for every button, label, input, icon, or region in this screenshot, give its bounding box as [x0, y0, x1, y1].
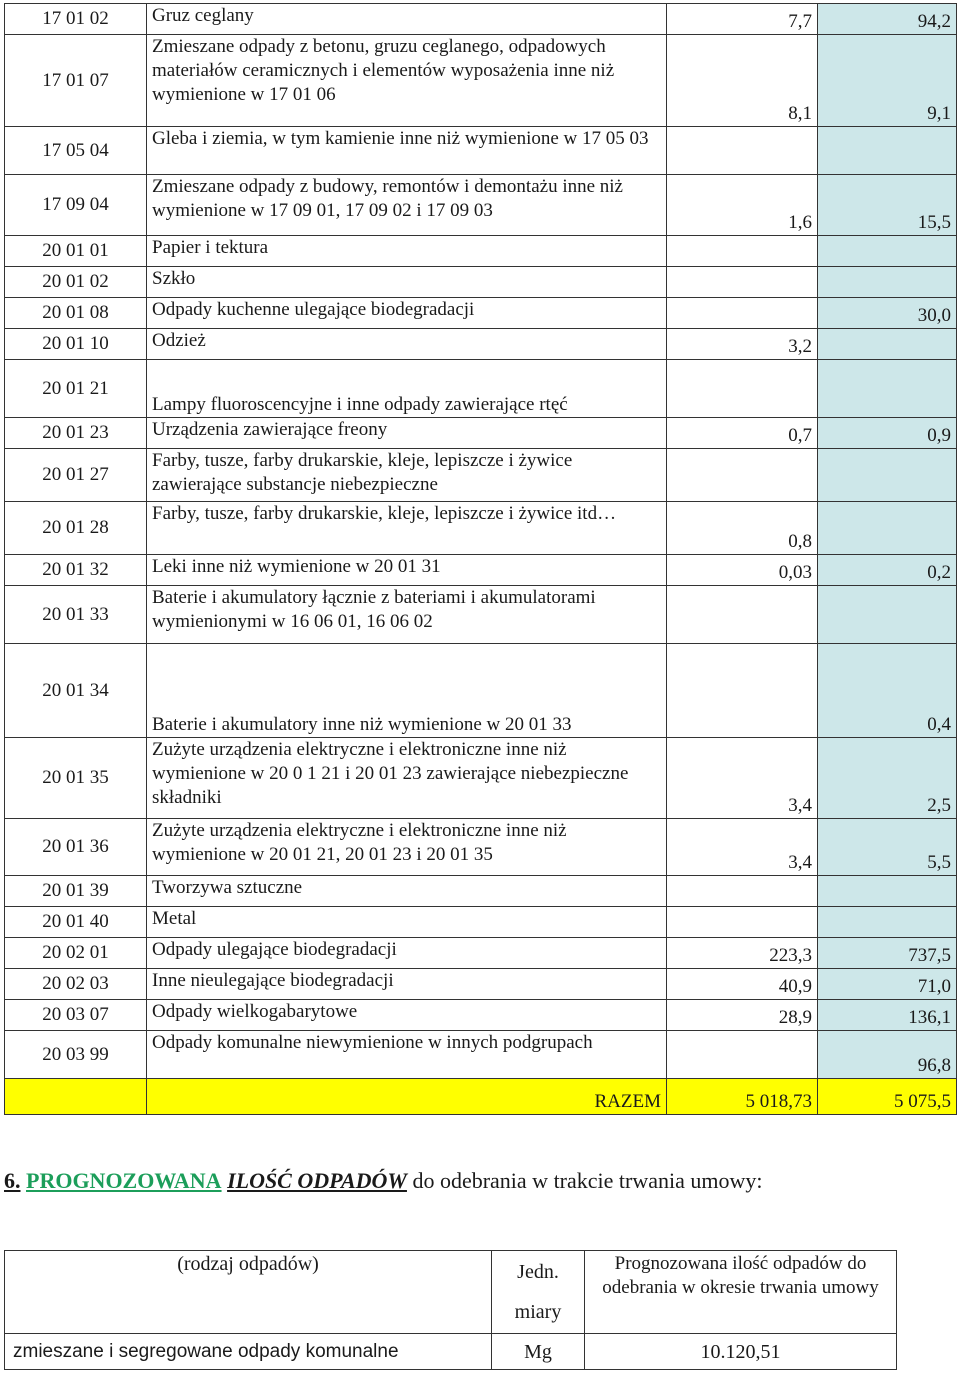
table-row	[5, 449, 957, 502]
waste-code: 20 01 23	[5, 418, 147, 449]
waste-description: Odpady komunalne niewymienione w innych podgrupach	[147, 1031, 667, 1079]
waste-code: 17 01 07	[5, 35, 147, 127]
waste-value-1: 3,4	[667, 819, 818, 876]
waste-value-2	[818, 907, 957, 938]
section-number: 6.	[4, 1168, 21, 1193]
waste-table	[4, 3, 957, 1115]
waste-value-1: 3,4	[667, 738, 818, 819]
forecast-table	[4, 1250, 897, 1370]
waste-code: 20 02 03	[5, 969, 147, 1000]
table-row	[5, 236, 957, 267]
waste-description: Odzież	[147, 329, 667, 360]
waste-value-1: 8,1	[667, 35, 818, 127]
waste-description: Zużyte urządzenia elektryczne i elektroniczne inne niż wymienione w 20 01 21, 20 01 23 i 20 01 35	[147, 819, 667, 876]
forecast-row	[5, 1334, 897, 1370]
waste-value-2	[818, 876, 957, 907]
waste-value-2: 5,5	[818, 819, 957, 876]
waste-code: 17 05 04	[5, 127, 147, 175]
waste-value-2	[818, 360, 957, 418]
section-title-italic: ILOŚĆ ODPADÓW	[227, 1168, 407, 1193]
table-row	[5, 502, 957, 555]
total-value-2: 5 075,5	[818, 1079, 957, 1115]
waste-value-1	[667, 644, 818, 738]
table-row	[5, 555, 957, 586]
waste-description: Zmieszane odpady z budowy, remontów i demontażu inne niż wymienione w 17 09 01, 17 09 02 i 17 09 03	[147, 175, 667, 236]
waste-description: Urządzenia zawierające freony	[147, 418, 667, 449]
waste-code: 17 09 04	[5, 175, 147, 236]
waste-value-2	[818, 586, 957, 644]
waste-value-2: 71,0	[818, 969, 957, 1000]
table-row	[5, 4, 957, 35]
waste-code: 20 01 10	[5, 329, 147, 360]
waste-description: Odpady wielkogabarytowe	[147, 1000, 667, 1031]
section-title-rest: do odebrania w trakcie trwania umowy:	[412, 1168, 763, 1193]
waste-description: Inne nieulegające biodegradacji	[147, 969, 667, 1000]
forecast-unit: Mg	[492, 1334, 585, 1370]
waste-code: 20 01 39	[5, 876, 147, 907]
waste-value-2	[818, 329, 957, 360]
table-row	[5, 1000, 957, 1031]
table-row	[5, 267, 957, 298]
table-row	[5, 418, 957, 449]
waste-description: Metal	[147, 907, 667, 938]
table-row	[5, 969, 957, 1000]
waste-value-1	[667, 267, 818, 298]
waste-description: Odpady ulegające biodegradacji	[147, 938, 667, 969]
waste-value-1	[667, 236, 818, 267]
waste-value-1: 0,7	[667, 418, 818, 449]
waste-code: 20 03 99	[5, 1031, 147, 1079]
waste-value-1	[667, 876, 818, 907]
table-row	[5, 586, 957, 644]
waste-value-2: 136,1	[818, 1000, 957, 1031]
forecast-type: zmieszane i segregowane odpady komunalne	[5, 1334, 492, 1370]
table-row	[5, 819, 957, 876]
waste-code: 20 01 02	[5, 267, 147, 298]
waste-value-2: 2,5	[818, 738, 957, 819]
section-title	[4, 1168, 763, 1194]
waste-description: Odpady kuchenne ulegające biodegradacji	[147, 298, 667, 329]
waste-description: Leki inne niż wymienione w 20 01 31	[147, 555, 667, 586]
waste-value-2: 0,2	[818, 555, 957, 586]
waste-value-1	[667, 298, 818, 329]
waste-value-2	[818, 236, 957, 267]
waste-value-2: 30,0	[818, 298, 957, 329]
waste-value-1: 28,9	[667, 1000, 818, 1031]
waste-value-1	[667, 127, 818, 175]
table-row	[5, 298, 957, 329]
forecast-header-type: (rodzaj odpadów)	[5, 1251, 492, 1334]
total-empty-cell	[5, 1079, 147, 1115]
table-row	[5, 360, 957, 418]
waste-value-1: 40,9	[667, 969, 818, 1000]
waste-value-2: 9,1	[818, 35, 957, 127]
waste-code: 20 03 07	[5, 1000, 147, 1031]
waste-description: Baterie i akumulatory inne niż wymienione w 20 01 33	[147, 644, 667, 738]
section-title-green: PROGNOZOWANA	[26, 1168, 222, 1193]
waste-value-1	[667, 586, 818, 644]
waste-value-1: 7,7	[667, 4, 818, 35]
waste-value-2: 0,4	[818, 644, 957, 738]
waste-description: Gleba i ziemia, w tym kamienie inne niż wymienione w 17 05 03	[147, 127, 667, 175]
forecast-header-amount: Prognozowana ilość odpadów do odebrania w okresie trwania umowy	[585, 1251, 897, 1334]
forecast-header-unit: Jedn. miary	[492, 1251, 585, 1334]
table-row	[5, 127, 957, 175]
waste-value-2	[818, 502, 957, 555]
waste-value-2: 737,5	[818, 938, 957, 969]
waste-description: Gruz ceglany	[147, 4, 667, 35]
waste-code: 20 01 21	[5, 360, 147, 418]
waste-description: Papier i tektura	[147, 236, 667, 267]
total-row	[5, 1079, 957, 1115]
waste-value-2: 96,8	[818, 1031, 957, 1079]
waste-value-1	[667, 360, 818, 418]
waste-description: Zmieszane odpady z betonu, gruzu ceglanego, odpadowych materiałów ceramicznych i elementów wyposażenia inne niż wymienione w 17 01 06	[147, 35, 667, 127]
waste-description: Baterie i akumulatory łącznie z bateriami i akumulatorami wymienionymi w 16 06 01, 16 06 02	[147, 586, 667, 644]
waste-value-1: 0,8	[667, 502, 818, 555]
waste-description: Szkło	[147, 267, 667, 298]
waste-description: Farby, tusze, farby drukarskie, kleje, lepiszcze i żywice itd…	[147, 502, 667, 555]
waste-description: Zużyte urządzenia elektryczne i elektroniczne inne niż wymienione w 20 0 1 21 i 20 01 23 zawierające niebezpieczne składniki	[147, 738, 667, 819]
waste-value-1: 223,3	[667, 938, 818, 969]
waste-value-1	[667, 449, 818, 502]
table-row	[5, 876, 957, 907]
waste-code: 20 01 28	[5, 502, 147, 555]
waste-code: 20 01 33	[5, 586, 147, 644]
waste-code: 20 02 01	[5, 938, 147, 969]
waste-value-2: 0,9	[818, 418, 957, 449]
table-row	[5, 35, 957, 127]
forecast-header-row	[5, 1251, 897, 1334]
waste-value-1	[667, 907, 818, 938]
waste-value-2: 15,5	[818, 175, 957, 236]
table-row	[5, 329, 957, 360]
waste-value-1: 1,6	[667, 175, 818, 236]
waste-code: 20 01 36	[5, 819, 147, 876]
waste-code: 20 01 27	[5, 449, 147, 502]
waste-code: 20 01 08	[5, 298, 147, 329]
waste-value-1	[667, 1031, 818, 1079]
table-row	[5, 738, 957, 819]
total-label: RAZEM	[147, 1079, 667, 1115]
waste-description: Lampy fluoroscencyjne i inne odpady zawierające rtęć	[147, 360, 667, 418]
waste-description: Farby, tusze, farby drukarskie, kleje, lepiszcze i żywice zawierające substancje niebezpieczne	[147, 449, 667, 502]
waste-code: 17 01 02	[5, 4, 147, 35]
table-row	[5, 907, 957, 938]
waste-code: 20 01 34	[5, 644, 147, 738]
waste-value-1: 3,2	[667, 329, 818, 360]
waste-value-1: 0,03	[667, 555, 818, 586]
waste-value-2: 94,2	[818, 4, 957, 35]
waste-value-2	[818, 449, 957, 502]
table-row	[5, 644, 957, 738]
waste-value-2	[818, 267, 957, 298]
table-row	[5, 938, 957, 969]
table-row	[5, 175, 957, 236]
table-row	[5, 1031, 957, 1079]
total-value-1: 5 018,73	[667, 1079, 818, 1115]
waste-code: 20 01 40	[5, 907, 147, 938]
forecast-amount: 10.120,51	[585, 1334, 897, 1370]
waste-code: 20 01 35	[5, 738, 147, 819]
waste-code: 20 01 32	[5, 555, 147, 586]
waste-code: 20 01 01	[5, 236, 147, 267]
waste-value-2	[818, 127, 957, 175]
waste-description: Tworzywa sztuczne	[147, 876, 667, 907]
